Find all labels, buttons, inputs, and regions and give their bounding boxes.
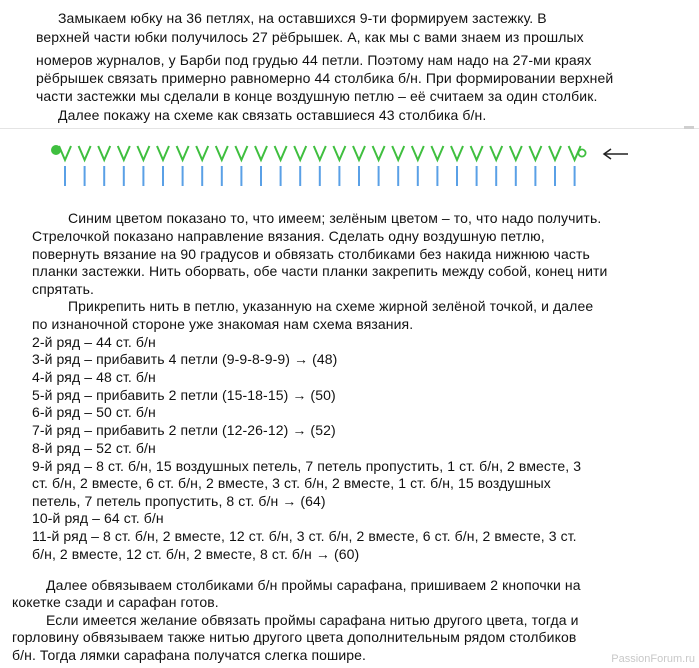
green-stitch [255,146,267,160]
row-instruction: 5-й ряд – прибавить 2 петли (15-18-15) → (50) [32,387,336,403]
stitch-column [79,146,91,186]
explanation-line-1: Синим цветом показано то, что имеем; зелёным цветом – то, что надо получить. [68,210,602,226]
outro-line-1: Далее обвязываем столбиками б/н проймы сарафана, пришиваем 2 кнопочки на [46,577,581,593]
row-instruction-continued: петель, 7 петель пропустить, 8 ст. б/н → (64) [32,493,326,509]
stitch-column [157,146,169,186]
row-instruction: 9-й ряд – 8 ст. б/н, 15 воздушных петель, 7 петель пропустить, 1 ст. б/н, 2 вместе, 3 [32,458,582,474]
intro-line-2: верхней части юбки получилось 27 рёбрышек. А, как мы с вами знаем из прошлых [36,29,584,45]
stitch-column [549,146,561,186]
stitch-column [118,146,130,186]
green-stitch [549,146,561,160]
stitch-column [59,146,71,186]
row-instruction: 2-й ряд – 44 ст. б/н [32,334,156,350]
green-stitch [294,146,306,160]
row-instruction: 10-й ряд – 64 ст. б/н [32,510,164,526]
intro-line-5: части застежки мы сделали в конце воздушную петлю – её считаем за один столбик. [36,88,598,104]
intro-line-6: Далее покажу на схеме как связать оставшиеся 43 столбика б/н. [58,107,487,123]
outro-line-4: горловину обвязываем также нитью другого цвета дополнительным рядом столбиков [12,629,577,645]
page-divider-mark [684,126,694,129]
row-instruction: 11-й ряд – 8 ст. б/н, 2 вместе, 12 ст. б/н, 3 ст. б/н, 2 вместе, 6 ст. б/н, 2 вместе, 3 ст. [32,528,577,544]
row-instruction-continued: б/н, 2 вместе, 12 ст. б/н, 2 вместе, 8 ст. б/н → (60) [32,546,360,562]
explanation-line-6: Прикрепить нить в петлю, указанную на схеме жирной зелёной точкой, и далее [68,298,594,314]
stitch-column [314,146,326,186]
explanation-line-5: спрятать. [32,281,95,297]
explanation-line-3: повернуть вязание на 90 градусов и обвязать столбиками без накида нижнюю часть [32,246,590,262]
stitch-column [235,146,247,186]
row-instruction-continued: ст. б/н, 2 вместе, 6 ст. б/н, 2 вместе, 3 ст. б/н, 2 вместе, 1 ст. б/н, 15 воздушных [32,475,551,491]
green-stitch [216,146,228,160]
row-instruction: 3-й ряд – прибавить 4 петли (9-9-8-9-9) → (48) [32,351,338,367]
stitch-column [490,146,502,186]
explanation-line-4: планки застежки. Нить оборвать, обе части планки закрепить между собой, конец нити [32,263,608,279]
stitch-column [353,146,365,186]
green-stitch [471,146,483,160]
green-stitch [157,146,169,160]
row-instruction: 4-й ряд – 48 ст. б/н [32,369,156,385]
green-stitch [79,146,91,160]
green-stitch [490,146,502,160]
green-stitch [373,146,385,160]
stitch-columns [59,146,581,186]
stitch-column [431,146,443,186]
stitch-column [275,146,287,186]
green-stitch [177,146,189,160]
intro-line-1: Замыкаем юбку на 36 петлях, на оставшихся 9-ти формируем застежку. В [58,10,547,26]
stitch-column [392,146,404,186]
chain-loop-icon [578,149,585,156]
outro-line-2: кокетке сзади и сарафан готов. [12,594,219,610]
outro-line-3: Если имеется желание обвязать проймы сарафана нитью другого цвета, тогда и [46,612,579,628]
green-stitch [118,146,130,160]
start-dot-icon [51,145,61,155]
green-stitch [314,146,326,160]
green-stitch [431,146,443,160]
stitch-column [98,146,110,186]
stitch-column [510,146,522,186]
row-instruction: 8-й ряд – 52 ст. б/н [32,440,156,456]
green-stitch [353,146,365,160]
stitch-diagram [0,138,699,190]
stitch-column [196,146,208,186]
direction-arrow-icon [604,149,628,159]
row-instruction: 6-й ряд – 50 ст. б/н [32,404,156,420]
intro-line-3: номеров журналов, у Барби под грудью 44 петли. Поэтому нам надо на 27-ми краях [36,52,592,68]
stitch-column [255,146,267,186]
green-stitch [59,146,71,160]
green-stitch [529,146,541,160]
stitch-column [333,146,345,186]
green-stitch [392,146,404,160]
green-stitch [412,146,424,160]
stitch-column [471,146,483,186]
green-stitch [235,146,247,160]
stitch-column [451,146,463,186]
stitch-column [373,146,385,186]
green-stitch [510,146,522,160]
watermark: PassionForum.ru [611,653,695,665]
green-stitch [333,146,345,160]
explanation-line-7: по изнаночной стороне уже знакомая нам схема вязания. [32,316,414,332]
stitch-column [216,146,228,186]
stitch-column [529,146,541,186]
stitch-column [137,146,149,186]
stitch-column [412,146,424,186]
outro-line-5: б/н. Тогда лямки сарафана получатся слегка пошире. [12,647,367,663]
green-stitch [196,146,208,160]
green-stitch [275,146,287,160]
stitch-column [294,146,306,186]
row-instruction: 7-й ряд – прибавить 2 петли (12-26-12) → (52) [32,422,336,438]
green-stitch [451,146,463,160]
stitch-column [177,146,189,186]
green-stitch [98,146,110,160]
page-divider [0,128,699,129]
green-stitch [137,146,149,160]
explanation-line-2: Стрелочкой показано направление вязания. Сделать одну воздушную петлю, [32,228,545,244]
intro-line-4: рёбрышек связать примерно равномерно 44 столбика б/н. При формировании верхней [36,70,614,86]
